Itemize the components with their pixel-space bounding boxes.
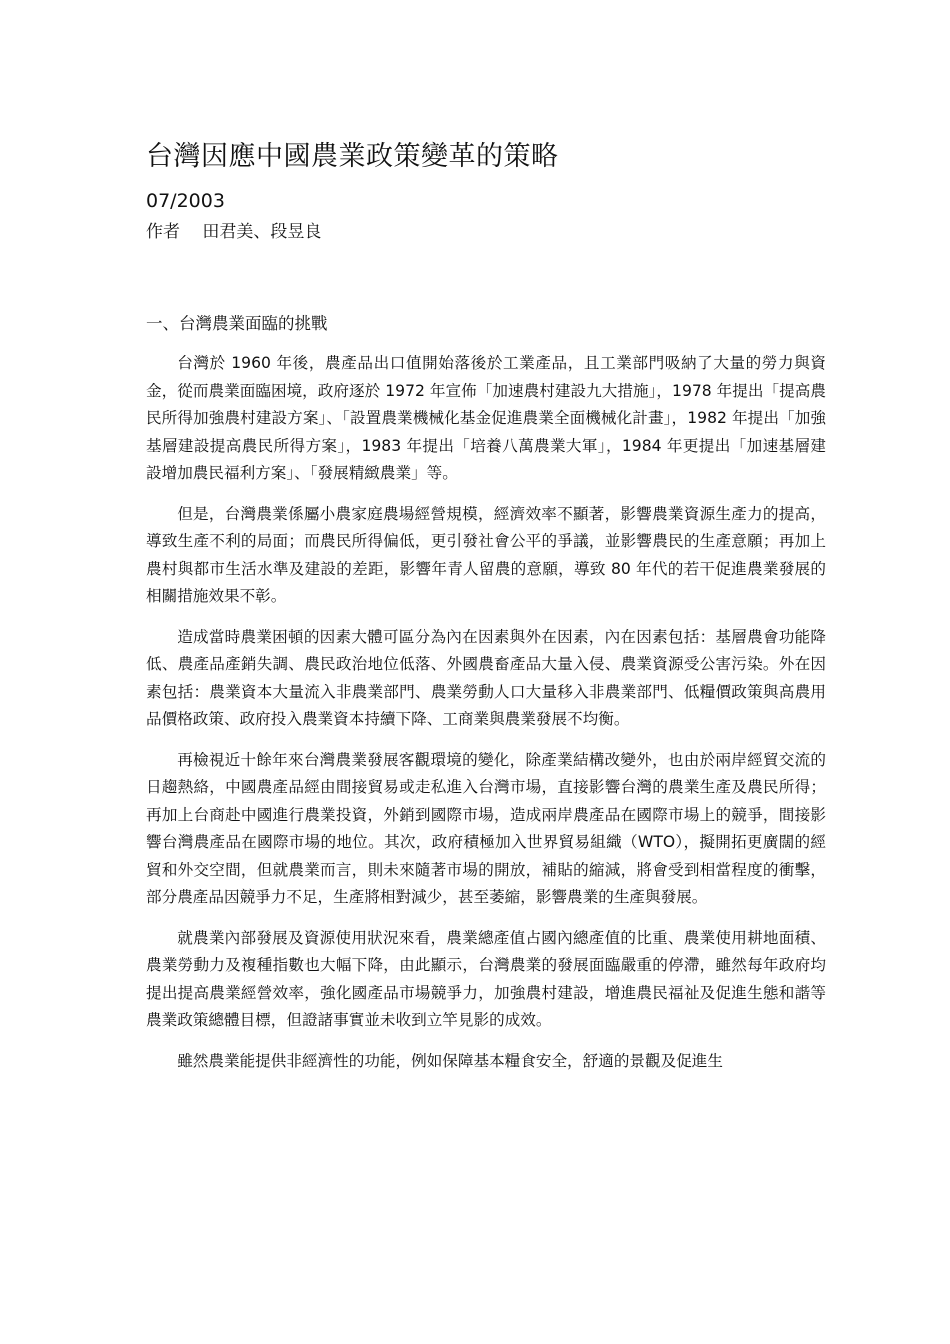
paragraph: 台灣於 1960 年後，農產品出口值開始落後於工業產品，且工業部門吸納了大量的勞力與資金，從而農業面臨困境，政府逐於 1972 年宣佈「加速農村建設九大措施」，1978 年提出「提高農民所得加強農村建設方案」、「設置農業機械化基金促進農業全面機械化計畫」，1982 年提出「加強基層建設提高農民所得方案」，1983 年提出「培養八萬農業大軍」，1984 年更提出「加速基層建設增加農民福利方案」、「發展精緻農業」等。 — [146, 354, 826, 482]
paragraph: 再檢視近十餘年來台灣農業發展客觀環境的變化，除產業結構改變外，也由於兩岸經貿交流的日趨熱絡，中國農產品經由間接貿易或走私進入台灣市場，直接影響台灣的農業生產及農民所得；再加上台商赴中國進行農業投資，外銷到國際市場，造成兩岸農產品在國際市場上的競爭，間接影響台灣農產品在國際市場的地位。其次，政府積極加入世界貿易組織（WTO），擬開拓更廣闊的經貿和外交空間，但就農業而言，則未來隨著市場的開放，補貼的縮減，將會受到相當程度的衝擊，部分農產品因競爭力不足，生產將相對減少，甚至萎縮，影響農業的生產與發展。 — [146, 750, 826, 906]
document-page — [146, 138, 826, 1088]
section-heading: 一、台灣農業面臨的挑戰 — [146, 314, 328, 333]
paragraph: 雖然農業能提供非經濟性的功能，例如保障基本糧食安全，舒適的景觀及促進生 — [177, 1051, 723, 1070]
publication-date: 07/2003 — [146, 190, 225, 212]
paragraph: 但是，台灣農業係屬小農家庭農場經營規模，經濟效率不顯著，影響農業資源生產力的提高，導致生產不利的局面；而農民所得偏低，更引發社會公平的爭議，並影響農民的生產意願；再加上農村與都市生活水準及建設的差距，影響年青人留農的意願，導致 80 年代的若干促進農業發展的相關措施效果不彰。 — [146, 504, 826, 605]
paragraph: 造成當時農業困頓的因素大體可區分為內在因素與外在因素，內在因素包括：基層農會功能降低、農產品產銷失調、農民政治地位低落、外國農畜產品大量入侵、農業資源受公害污染。外在因素包括：農業資本大量流入非農業部門、農業勞動人口大量移入非農業部門、低糧價政策與高農用品價格政策、政府投入農業資本持續下降、工商業與農業發展不均衡。 — [146, 627, 826, 728]
paragraph: 就農業內部發展及資源使用狀況來看，農業總產值占國內總產值的比重、農業使用耕地面積、農業勞動力及複種指數也大幅下降，由此顯示，台灣農業的發展面臨嚴重的停滯，雖然每年政府均提出提高農業經營效率，強化國產品市場競爭力，加強農村建設，增進農民福祉及促進生態和諧等農業政策總體目標，但證諸事實並未收到立竿見影的成效。 — [146, 928, 826, 1029]
author-line: 作者 田君美、段昱良 — [146, 222, 322, 242]
document-title: 台灣因應中國農業政策變革的策略 — [146, 141, 559, 172]
